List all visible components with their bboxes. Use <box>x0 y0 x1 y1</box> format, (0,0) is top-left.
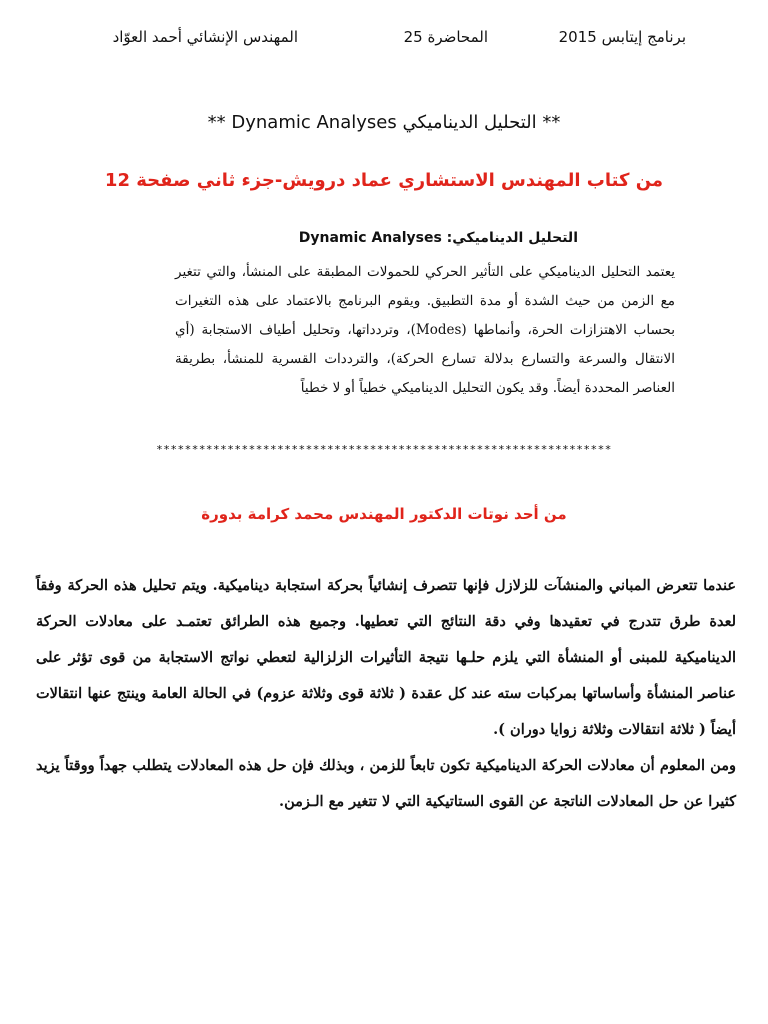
paragraph-definition: يعتمد التحليل الديناميكي على التأثير الحركي للحمولات المطبقة على المنشأ، والتي تتغير مع الزمن من حيث الشدة أو مدة التطبيق. ويقوم البرنامج بالاعتماد على هذه التغيرات بحساب الاهتزازات الحرة، وأنماطها (Modes)، وتردداتها، وتحليل أطياف الاستجابة (أي الانتقال والسرعة والتسارع بدلالة تسارع الحركة)، والترددات القسرية للمنشأ، بطريقة العناصر المحددة أيضاً. وقد يكون التحليل الديناميكي خطياً أو لا خطياً <box>175 264 675 396</box>
paragraph-earthquake: عندما تتعرض المباني والمنشآت للزلازل فإنها تتصرف إنشائياً بحركة استجابة ديناميكية. ويتم تحليل هذه الحركة وفقاً لعدة طرق تتدرج في تعقيدها وفي دقة النتائج التي تعطيها. وجميع هذه الطرائق تعتمـد على معادلات الحركة الديناميكية للمبنى أو المنشأة التي يلزم حلـها نتيجة التأثيرات الزلزالية لتعطي نواتج الاستجابة من قوى تؤثر على عناصر المنشأة وأساساتها بمركبات سته عند كل عقدة ( ثلاثة قوى وثلاثة عزوم) في الحالة العامة وينتج عنها انتقالات أيضاً ( ثلاثة انتقالات وثلاثة زوايا دوران ). <box>36 577 736 738</box>
program-label: برنامج إيتابس 2015 <box>558 28 686 46</box>
engineer-label: المهندس الإنشائي أحمد العوّاد <box>112 28 298 46</box>
lecture-label: المحاضرة 25 <box>403 28 488 46</box>
section-subheading: التحليل الديناميكي: Dynamic Analyses <box>298 230 578 246</box>
source-heading-notes: من أحد نوتات الدكتور المهندس محمد كرامة بدورة <box>201 505 567 523</box>
notes-body <box>36 568 736 820</box>
page-header <box>60 28 708 52</box>
paragraph-equations: ومن المعلوم أن معادلات الحركة الديناميكية تكون تابعاً للزمن ، وبذلك فإن حل هذه المعادلات يتطلب جهداً ووقتاً يزيد كثيرا عن حل المعادلات الناتجة عن القوى الستاتيكية التي لا تتغير مع الـزمن. <box>36 757 736 810</box>
document-title: ** التحليل الديناميكي Dynamic Analyses ** <box>207 112 561 133</box>
separator-line: **************************************************************** <box>156 443 612 456</box>
source-heading-book: من كتاب المهندس الاستشاري عماد درويش-جزء ثاني صفحة 12 <box>104 170 664 191</box>
